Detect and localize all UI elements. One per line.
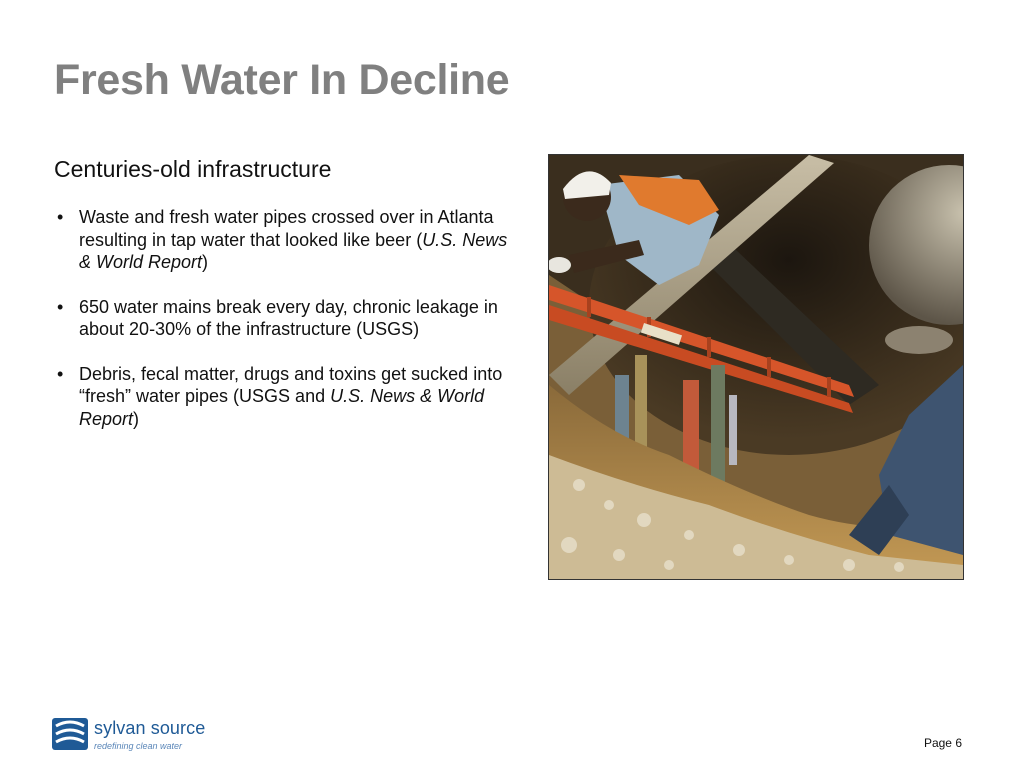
sylvan-source-logo-icon — [52, 716, 88, 752]
brand-tagline: redefining clean water — [94, 741, 183, 751]
bullet-source: U.S. News & World Report — [79, 386, 485, 429]
bullet-marker: • — [57, 363, 64, 384]
bullet-item — [54, 363, 514, 431]
bullet-text: 650 water mains break every day, chronic leakage in about 20-30% of the infrastructure (USGS) — [79, 296, 498, 339]
brand-name: sylvan source — [94, 718, 206, 738]
company-logo — [52, 716, 212, 756]
bullet-close: ) — [202, 252, 209, 272]
page-number: Page 6 — [923, 736, 962, 750]
bullet-list — [54, 206, 514, 452]
bullet-text: Debris, fecal matter, drugs and toxins get sucked into “fresh” water pipes (USGS and — [79, 363, 503, 406]
bullet-marker: • — [57, 207, 64, 227]
bullet-source: U.S. News & World Report — [79, 229, 508, 272]
bullet-item — [54, 206, 514, 274]
bullet-close: ) — [133, 408, 140, 429]
bullet-item — [54, 296, 514, 341]
excavation-photo — [548, 154, 964, 580]
bullet-marker: • — [57, 296, 64, 317]
bullet-text: Waste and fresh water pipes crossed over in Atlanta resulting in tap water that looked like beer ( — [79, 207, 494, 250]
slide-title: Fresh Water In Decline — [54, 56, 510, 104]
slide-subtitle: Centuries-old infrastructure — [54, 156, 332, 182]
